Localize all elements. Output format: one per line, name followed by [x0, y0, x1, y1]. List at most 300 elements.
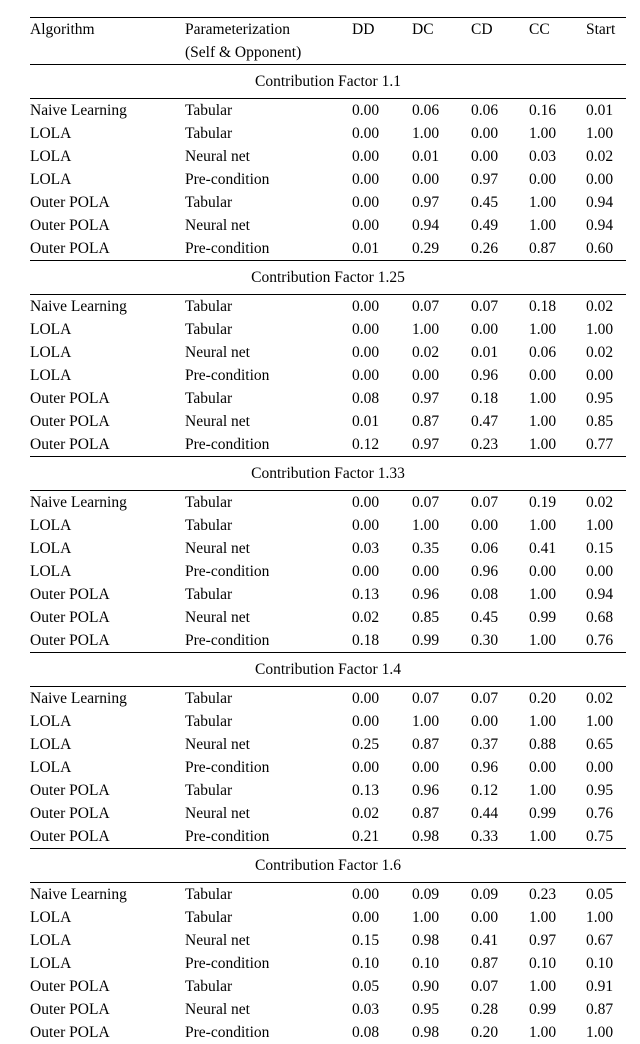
algorithm-cell: Outer POLA: [30, 978, 110, 995]
value-cell-dc: 0.98: [412, 828, 440, 845]
table-row: [30, 710, 626, 733]
value-cell-cd: 0.00: [471, 125, 499, 142]
value-cell-cd: 0.12: [471, 782, 499, 799]
value-cell-cd: 0.26: [471, 240, 499, 257]
value-cell-cc: 0.41: [529, 540, 557, 557]
value-cell-dc: 0.00: [412, 759, 440, 776]
value-cell-cc: 1.00: [529, 632, 557, 649]
parameterization-cell: Tabular: [185, 886, 233, 903]
table-body: [30, 65, 626, 1044]
parameterization-cell: Pre-condition: [185, 632, 270, 649]
parameterization-cell: Tabular: [185, 713, 233, 730]
table-row: [30, 998, 626, 1021]
value-cell-cd: 0.96: [471, 563, 499, 580]
value-cell-start: 0.94: [586, 217, 614, 234]
parameterization-cell: Pre-condition: [185, 171, 270, 188]
value-cell-cc: 0.00: [529, 759, 557, 776]
parameterization-cell: Tabular: [185, 978, 233, 995]
value-cell-start: 0.01: [586, 102, 614, 119]
algorithm-cell: LOLA: [30, 148, 72, 165]
algorithm-cell: Outer POLA: [30, 217, 110, 234]
header-parameterization-line1: Parameterization: [185, 21, 291, 38]
section-title: Contribution Factor 1.1: [30, 65, 626, 99]
value-cell-dd: 0.08: [352, 390, 380, 407]
value-cell-start: 0.02: [586, 690, 614, 707]
value-cell-dd: 0.18: [352, 632, 380, 649]
algorithm-cell: LOLA: [30, 125, 72, 142]
value-cell-start: 0.76: [586, 805, 614, 822]
section-title-row: [30, 653, 626, 687]
value-cell-start: 0.87: [586, 1001, 614, 1018]
section-title: Contribution Factor 1.33: [30, 457, 626, 491]
parameterization-cell: Tabular: [185, 321, 233, 338]
header-dc: DC: [412, 18, 471, 65]
value-cell-start: 0.76: [586, 632, 614, 649]
algorithm-cell: Outer POLA: [30, 828, 110, 845]
value-cell-dd: 0.03: [352, 1001, 380, 1018]
value-cell-cd: 0.37: [471, 736, 499, 753]
table-row: [30, 145, 626, 168]
value-cell-dd: 0.15: [352, 932, 380, 949]
table-row: [30, 687, 626, 711]
parameterization-cell: Neural net: [185, 609, 250, 626]
value-cell-cd: 0.00: [471, 909, 499, 926]
value-cell-dc: 1.00: [412, 321, 440, 338]
value-cell-cc: 0.00: [529, 171, 557, 188]
table-row: [30, 191, 626, 214]
value-cell-cd: 0.01: [471, 344, 499, 361]
header-row: [30, 18, 626, 65]
value-cell-start: 0.02: [586, 494, 614, 511]
value-cell-dc: 1.00: [412, 517, 440, 534]
table-row: [30, 975, 626, 998]
value-cell-start: 0.60: [586, 240, 614, 257]
section-title-row: [30, 261, 626, 295]
value-cell-start: 0.75: [586, 828, 614, 845]
value-cell-dc: 1.00: [412, 713, 440, 730]
value-cell-cc: 0.99: [529, 1001, 557, 1018]
value-cell-dd: 0.00: [352, 194, 380, 211]
header-algorithm-label: Algorithm: [30, 21, 95, 38]
table-row: [30, 341, 626, 364]
value-cell-dd: 0.00: [352, 298, 380, 315]
value-cell-dd: 0.00: [352, 125, 380, 142]
value-cell-cc: 0.00: [529, 367, 557, 384]
value-cell-dd: 0.00: [352, 759, 380, 776]
value-cell-dd: 0.00: [352, 517, 380, 534]
value-cell-dc: 0.97: [412, 436, 440, 453]
section-title-row: [30, 65, 626, 99]
section-title: Contribution Factor 1.25: [30, 261, 626, 295]
value-cell-cd: 0.09: [471, 886, 499, 903]
value-cell-dd: 0.00: [352, 344, 380, 361]
value-cell-start: 0.02: [586, 148, 614, 165]
value-cell-start: 0.77: [586, 436, 614, 453]
value-cell-cd: 0.96: [471, 759, 499, 776]
table-row: [30, 214, 626, 237]
value-cell-cd: 0.07: [471, 298, 499, 315]
value-cell-start: 0.68: [586, 609, 614, 626]
value-cell-cd: 0.00: [471, 148, 499, 165]
section-title-row: [30, 457, 626, 491]
parameterization-cell: Pre-condition: [185, 759, 270, 776]
value-cell-dd: 0.00: [352, 148, 380, 165]
value-cell-cc: 0.19: [529, 494, 557, 511]
value-cell-dc: 0.07: [412, 690, 440, 707]
section-title: Contribution Factor 1.6: [30, 849, 626, 883]
header-start: Start: [586, 18, 626, 65]
value-cell-cc: 0.87: [529, 240, 557, 257]
parameterization-cell: Tabular: [185, 125, 233, 142]
algorithm-cell: Outer POLA: [30, 194, 110, 211]
table-row: [30, 295, 626, 319]
value-cell-dc: 0.00: [412, 367, 440, 384]
value-cell-cc: 0.00: [529, 563, 557, 580]
parameterization-cell: Tabular: [185, 298, 233, 315]
value-cell-dd: 0.10: [352, 955, 380, 972]
table-row: [30, 756, 626, 779]
value-cell-dd: 0.00: [352, 713, 380, 730]
value-cell-cc: 1.00: [529, 436, 557, 453]
value-cell-dd: 0.00: [352, 494, 380, 511]
parameterization-cell: Neural net: [185, 540, 250, 557]
algorithm-cell: LOLA: [30, 932, 72, 949]
value-cell-cc: 0.20: [529, 690, 557, 707]
value-cell-cc: 1.00: [529, 909, 557, 926]
parameterization-cell: Pre-condition: [185, 240, 270, 257]
value-cell-dd: 0.00: [352, 102, 380, 119]
algorithm-cell: Naive Learning: [30, 102, 127, 119]
value-cell-cc: 1.00: [529, 390, 557, 407]
value-cell-cc: 1.00: [529, 517, 557, 534]
table-row: [30, 560, 626, 583]
value-cell-cd: 0.30: [471, 632, 499, 649]
value-cell-cd: 0.00: [471, 517, 499, 534]
value-cell-dc: 1.00: [412, 125, 440, 142]
value-cell-dd: 0.25: [352, 736, 380, 753]
value-cell-dc: 0.90: [412, 978, 440, 995]
value-cell-dd: 0.00: [352, 321, 380, 338]
header-parameterization-line2: (Self & Opponent): [185, 44, 302, 61]
table-row: [30, 318, 626, 341]
value-cell-start: 0.67: [586, 932, 614, 949]
value-cell-start: 0.02: [586, 298, 614, 315]
value-cell-dc: 0.85: [412, 609, 440, 626]
algorithm-cell: LOLA: [30, 955, 72, 972]
algorithm-cell: LOLA: [30, 344, 72, 361]
parameterization-cell: Neural net: [185, 217, 250, 234]
value-cell-cc: 0.99: [529, 805, 557, 822]
value-cell-cd: 0.07: [471, 494, 499, 511]
algorithm-cell: LOLA: [30, 540, 72, 557]
value-cell-start: 0.00: [586, 759, 614, 776]
value-cell-cc: 0.06: [529, 344, 557, 361]
table-row: [30, 779, 626, 802]
value-cell-dc: 0.00: [412, 171, 440, 188]
parameterization-cell: Neural net: [185, 148, 250, 165]
parameterization-cell: Tabular: [185, 782, 233, 799]
algorithm-cell: LOLA: [30, 909, 72, 926]
value-cell-start: 1.00: [586, 517, 614, 534]
table-row: [30, 537, 626, 560]
value-cell-start: 1.00: [586, 1024, 614, 1041]
parameterization-cell: Pre-condition: [185, 955, 270, 972]
value-cell-cc: 1.00: [529, 828, 557, 845]
table-row: [30, 514, 626, 537]
algorithm-cell: Naive Learning: [30, 886, 127, 903]
value-cell-cd: 0.20: [471, 1024, 499, 1041]
value-cell-cd: 0.87: [471, 955, 499, 972]
table-row: [30, 629, 626, 653]
value-cell-cd: 0.00: [471, 713, 499, 730]
value-cell-dc: 0.95: [412, 1001, 440, 1018]
value-cell-dc: 0.98: [412, 1024, 440, 1041]
value-cell-cc: 0.16: [529, 102, 557, 119]
table-row: [30, 733, 626, 756]
algorithm-cell: Outer POLA: [30, 782, 110, 799]
value-cell-cd: 0.44: [471, 805, 499, 822]
value-cell-dc: 0.07: [412, 494, 440, 511]
value-cell-start: 0.95: [586, 390, 614, 407]
value-cell-dd: 0.00: [352, 886, 380, 903]
algorithm-cell: LOLA: [30, 563, 72, 580]
parameterization-cell: Tabular: [185, 194, 233, 211]
results-table: [30, 17, 626, 1044]
value-cell-cd: 0.07: [471, 690, 499, 707]
table-row: [30, 410, 626, 433]
value-cell-dc: 1.00: [412, 909, 440, 926]
header-dd: DD: [352, 18, 412, 65]
parameterization-cell: Tabular: [185, 390, 233, 407]
value-cell-cc: 1.00: [529, 217, 557, 234]
algorithm-cell: Outer POLA: [30, 609, 110, 626]
parameterization-cell: Neural net: [185, 344, 250, 361]
parameterization-cell: Neural net: [185, 413, 250, 430]
algorithm-cell: LOLA: [30, 171, 72, 188]
table-row: [30, 364, 626, 387]
value-cell-dc: 0.99: [412, 632, 440, 649]
header-algorithm: [30, 18, 185, 65]
table-row: [30, 825, 626, 849]
value-cell-cd: 0.08: [471, 586, 499, 603]
parameterization-cell: Neural net: [185, 1001, 250, 1018]
algorithm-cell: Outer POLA: [30, 1024, 110, 1041]
value-cell-start: 1.00: [586, 909, 614, 926]
value-cell-dd: 0.00: [352, 563, 380, 580]
value-cell-dc: 0.00: [412, 563, 440, 580]
value-cell-cc: 0.10: [529, 955, 557, 972]
table-row: [30, 952, 626, 975]
value-cell-start: 0.65: [586, 736, 614, 753]
table-header: [30, 18, 626, 65]
value-cell-dc: 0.94: [412, 217, 440, 234]
value-cell-cc: 0.18: [529, 298, 557, 315]
value-cell-dc: 0.87: [412, 736, 440, 753]
value-cell-dd: 0.13: [352, 586, 380, 603]
value-cell-cd: 0.28: [471, 1001, 499, 1018]
value-cell-cc: 1.00: [529, 586, 557, 603]
value-cell-cd: 0.23: [471, 436, 499, 453]
table-row: [30, 802, 626, 825]
algorithm-cell: LOLA: [30, 321, 72, 338]
parameterization-cell: Neural net: [185, 736, 250, 753]
value-cell-dd: 0.01: [352, 240, 380, 257]
algorithm-cell: Outer POLA: [30, 413, 110, 430]
value-cell-start: 0.15: [586, 540, 614, 557]
algorithm-cell: Naive Learning: [30, 494, 127, 511]
value-cell-cc: 0.99: [529, 609, 557, 626]
parameterization-cell: Tabular: [185, 690, 233, 707]
value-cell-cc: 0.03: [529, 148, 557, 165]
table-row: [30, 1021, 626, 1044]
value-cell-cd: 0.96: [471, 367, 499, 384]
algorithm-cell: Outer POLA: [30, 436, 110, 453]
value-cell-dc: 0.96: [412, 782, 440, 799]
value-cell-cc: 1.00: [529, 194, 557, 211]
table-row: [30, 237, 626, 261]
value-cell-cd: 0.18: [471, 390, 499, 407]
value-cell-cc: 1.00: [529, 1024, 557, 1041]
parameterization-cell: Tabular: [185, 586, 233, 603]
value-cell-dc: 0.35: [412, 540, 440, 557]
value-cell-cd: 0.97: [471, 171, 499, 188]
header-cd: CD: [471, 18, 529, 65]
value-cell-cc: 1.00: [529, 978, 557, 995]
value-cell-cd: 0.49: [471, 217, 499, 234]
value-cell-dc: 0.29: [412, 240, 440, 257]
value-cell-start: 0.85: [586, 413, 614, 430]
algorithm-cell: Outer POLA: [30, 1001, 110, 1018]
value-cell-dc: 0.87: [412, 805, 440, 822]
parameterization-cell: Pre-condition: [185, 828, 270, 845]
value-cell-dd: 0.02: [352, 609, 380, 626]
value-cell-dd: 0.00: [352, 171, 380, 188]
value-cell-cd: 0.45: [471, 194, 499, 211]
value-cell-cc: 1.00: [529, 713, 557, 730]
parameterization-cell: Tabular: [185, 517, 233, 534]
algorithm-cell: LOLA: [30, 517, 72, 534]
value-cell-dd: 0.13: [352, 782, 380, 799]
table-row: [30, 583, 626, 606]
value-cell-cd: 0.00: [471, 321, 499, 338]
section-title-row: [30, 849, 626, 883]
table-row: [30, 433, 626, 457]
value-cell-cd: 0.47: [471, 413, 499, 430]
algorithm-cell: Naive Learning: [30, 298, 127, 315]
table-row: [30, 122, 626, 145]
algorithm-cell: LOLA: [30, 367, 72, 384]
value-cell-cc: 0.23: [529, 886, 557, 903]
table-row: [30, 883, 626, 907]
value-cell-cc: 0.97: [529, 932, 557, 949]
value-cell-dc: 0.02: [412, 344, 440, 361]
parameterization-cell: Pre-condition: [185, 367, 270, 384]
value-cell-start: 0.00: [586, 171, 614, 188]
value-cell-cd: 0.41: [471, 932, 499, 949]
value-cell-cd: 0.06: [471, 540, 499, 557]
value-cell-dc: 0.98: [412, 932, 440, 949]
value-cell-dd: 0.05: [352, 978, 380, 995]
value-cell-dc: 0.96: [412, 586, 440, 603]
value-cell-dd: 0.00: [352, 909, 380, 926]
section-title: Contribution Factor 1.4: [30, 653, 626, 687]
value-cell-dd: 0.12: [352, 436, 380, 453]
algorithm-cell: LOLA: [30, 759, 72, 776]
parameterization-cell: Pre-condition: [185, 436, 270, 453]
value-cell-dd: 0.01: [352, 413, 380, 430]
value-cell-dc: 0.06: [412, 102, 440, 119]
parameterization-cell: Neural net: [185, 805, 250, 822]
value-cell-cc: 1.00: [529, 321, 557, 338]
value-cell-dc: 0.97: [412, 194, 440, 211]
algorithm-cell: Outer POLA: [30, 390, 110, 407]
value-cell-cd: 0.06: [471, 102, 499, 119]
table-row: [30, 929, 626, 952]
value-cell-start: 0.02: [586, 344, 614, 361]
table-row: [30, 168, 626, 191]
header-cc: CC: [529, 18, 586, 65]
value-cell-dd: 0.02: [352, 805, 380, 822]
parameterization-cell: Neural net: [185, 932, 250, 949]
algorithm-cell: Outer POLA: [30, 586, 110, 603]
value-cell-start: 0.91: [586, 978, 614, 995]
value-cell-cc: 0.88: [529, 736, 557, 753]
value-cell-dc: 0.97: [412, 390, 440, 407]
value-cell-dc: 0.09: [412, 886, 440, 903]
value-cell-start: 0.95: [586, 782, 614, 799]
value-cell-cc: 1.00: [529, 125, 557, 142]
value-cell-dc: 0.87: [412, 413, 440, 430]
algorithm-cell: Outer POLA: [30, 805, 110, 822]
parameterization-cell: Tabular: [185, 494, 233, 511]
value-cell-start: 1.00: [586, 321, 614, 338]
value-cell-dc: 0.10: [412, 955, 440, 972]
value-cell-dd: 0.00: [352, 690, 380, 707]
header-parameterization: [185, 18, 352, 65]
parameterization-cell: Tabular: [185, 102, 233, 119]
value-cell-start: 1.00: [586, 125, 614, 142]
value-cell-cc: 1.00: [529, 413, 557, 430]
value-cell-dd: 0.21: [352, 828, 380, 845]
value-cell-start: 0.10: [586, 955, 614, 972]
value-cell-dc: 0.01: [412, 148, 440, 165]
value-cell-start: 0.94: [586, 586, 614, 603]
algorithm-cell: Naive Learning: [30, 690, 127, 707]
value-cell-cd: 0.33: [471, 828, 499, 845]
value-cell-start: 0.00: [586, 563, 614, 580]
value-cell-cd: 0.07: [471, 978, 499, 995]
algorithm-cell: Outer POLA: [30, 240, 110, 257]
value-cell-dd: 0.03: [352, 540, 380, 557]
parameterization-cell: Tabular: [185, 909, 233, 926]
value-cell-dd: 0.00: [352, 217, 380, 234]
value-cell-dd: 0.00: [352, 367, 380, 384]
algorithm-cell: LOLA: [30, 713, 72, 730]
algorithm-cell: Outer POLA: [30, 632, 110, 649]
table-row: [30, 99, 626, 123]
algorithm-cell: LOLA: [30, 736, 72, 753]
value-cell-start: 1.00: [586, 713, 614, 730]
value-cell-cd: 0.45: [471, 609, 499, 626]
value-cell-start: 0.05: [586, 886, 614, 903]
value-cell-start: 0.94: [586, 194, 614, 211]
value-cell-dd: 0.08: [352, 1024, 380, 1041]
parameterization-cell: Pre-condition: [185, 563, 270, 580]
table-row: [30, 491, 626, 515]
table-row: [30, 906, 626, 929]
value-cell-cc: 1.00: [529, 782, 557, 799]
value-cell-start: 0.00: [586, 367, 614, 384]
